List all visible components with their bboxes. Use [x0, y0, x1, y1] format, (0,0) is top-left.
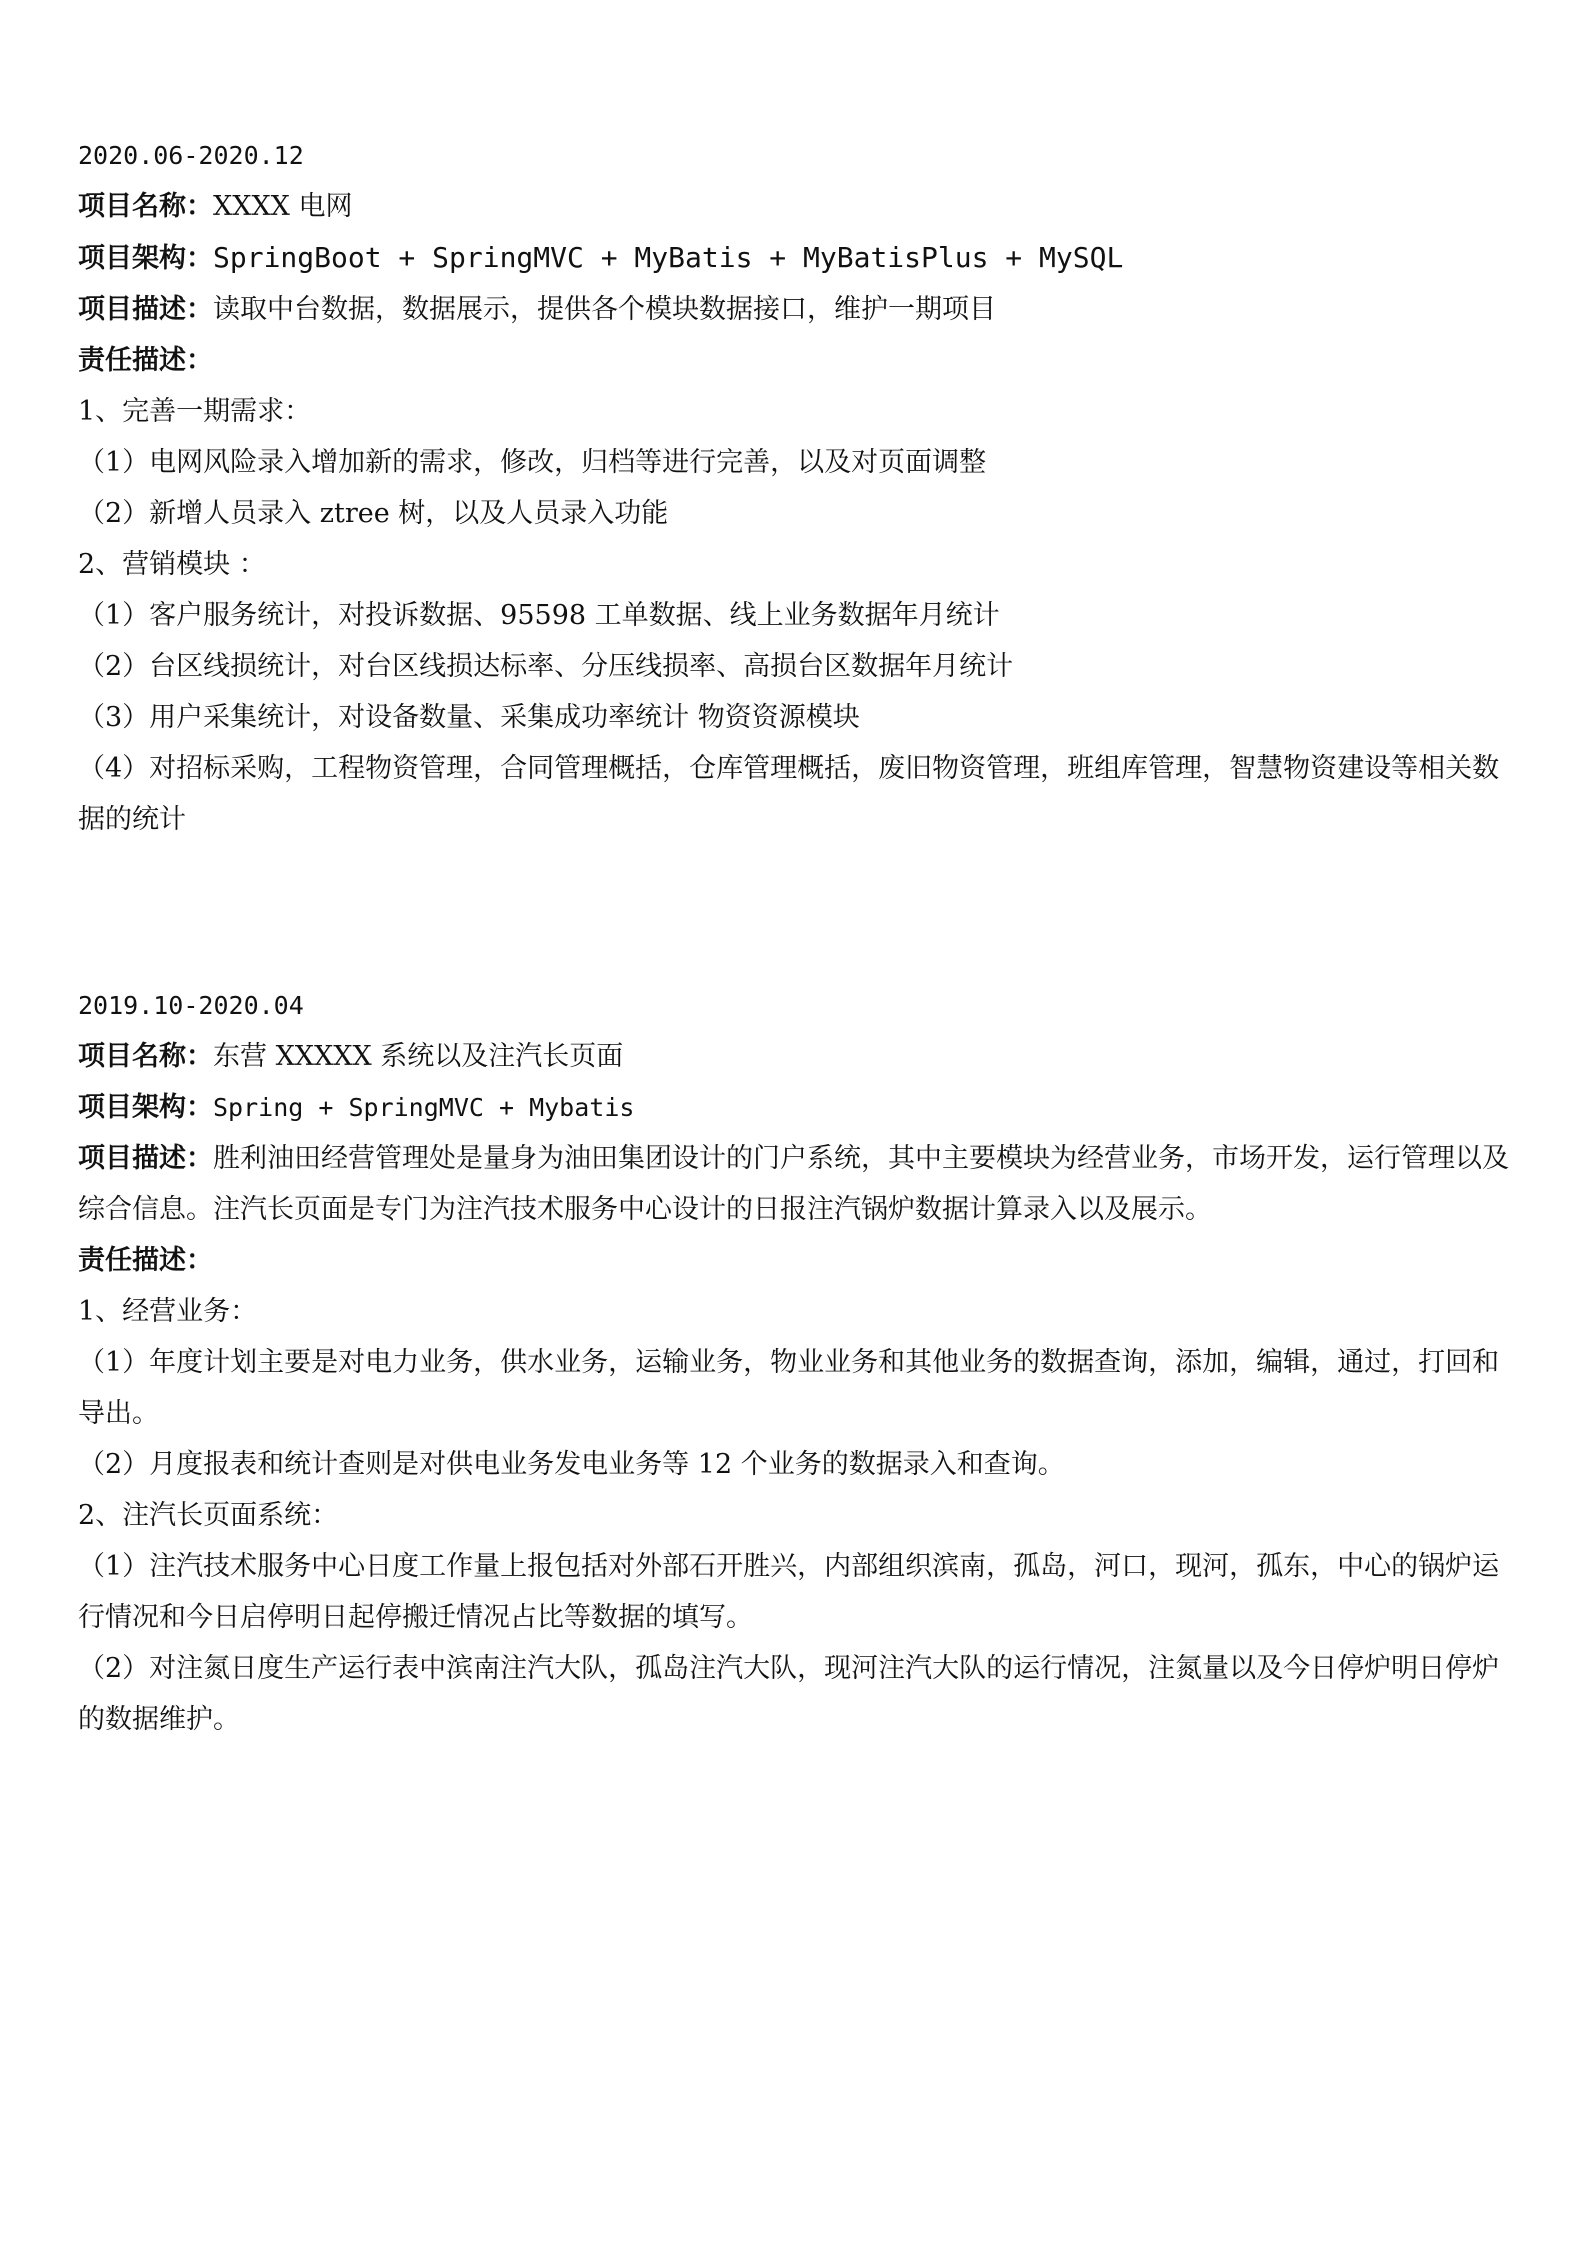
project-arch-label: 项目架构：: [78, 1092, 213, 1123]
project-desc-label: 项目描述：: [78, 294, 213, 325]
project-desc-row: [78, 1133, 1516, 1235]
resp-item: （1）年度计划主要是对电力业务，供水业务，运输业务，物业业务和其他业务的数据查询，添加，编辑，通过，打回和导出。: [78, 1347, 1500, 1429]
project-section-1: [78, 130, 1516, 845]
resp-item: （1）注汽技术服务中心日度工作量上报包括对外部石开胜兴，内部组织滨南，孤岛，河口，现河，孤东，中心的锅炉运行情况和今日启停明日起停搬迁情况占比等数据的填写。: [78, 1551, 1500, 1633]
project-name-row: [78, 181, 1516, 232]
resume-page: [78, 130, 1516, 1745]
resp-item: 1、完善一期需求：: [78, 396, 312, 427]
resp-item: （2）月度报表和统计查则是对供电业务发电业务等 12 个业务的数据录入和查询。: [78, 1449, 1065, 1480]
project-desc: 胜利油田经营管理处是量身为油田集团设计的门户系统，其中主要模块为经营业务，市场开发，运行管理以及综合信息。注汽长页面是专门为注汽技术服务中心设计的日报注汽锅炉数据计算录入以及展示。: [78, 1143, 1509, 1225]
project-date: 2020.06-2020.12: [78, 141, 304, 170]
resp-item: （2）对注氮日度生产运行表中滨南注汽大队，孤岛注汽大队，现河注汽大队的运行情况，注氮量以及今日停炉明日停炉的数据维护。: [78, 1653, 1500, 1735]
project-resp-label: 责任描述：: [78, 1245, 213, 1276]
project-section-2: [78, 980, 1516, 1745]
project-date: 2019.10-2020.04: [78, 991, 304, 1020]
project-name-label: 项目名称：: [78, 191, 213, 222]
project-name-label: 项目名称：: [78, 1041, 213, 1072]
project-arch-row: [78, 232, 1516, 284]
project-desc-label: 项目描述：: [78, 1143, 213, 1174]
resp-item: （1）电网风险录入增加新的需求，修改，归档等进行完善，以及对页面调整: [78, 447, 987, 478]
project-arch-row: [78, 1082, 1516, 1133]
resp-item: （2）台区线损统计，对台区线损达标率、分压线损率、高损台区数据年月统计: [78, 651, 1014, 682]
project-name-row: [78, 1031, 1516, 1082]
project-arch: Spring + SpringMVC + Mybatis: [213, 1093, 635, 1122]
project-arch: SpringBoot + SpringMVC + MyBatis + MyBatisPlus + MySQL: [213, 241, 1124, 274]
project-resp-label: 责任描述：: [78, 345, 213, 376]
resp-item: （3）用户采集统计，对设备数量、采集成功率统计 物资资源模块: [78, 702, 860, 733]
resp-item: 2、营销模块 ：: [78, 549, 266, 580]
resp-item: （4）对招标采购，工程物资管理，合同管理概括，仓库管理概括，废旧物资管理，班组库管理，智慧物资建设等相关数据的统计: [78, 753, 1500, 835]
resp-item: 1、经营业务：: [78, 1296, 258, 1327]
resp-item: （2）新增人员录入 ztree 树，以及人员录入功能: [78, 498, 669, 529]
resp-item: 2、注汽长页面系统：: [78, 1500, 339, 1531]
project-name: 东营 XXXXX 系统以及注汽长页面: [213, 1041, 624, 1072]
project-name: XXXX 电网: [213, 191, 353, 222]
project-arch-label: 项目架构：: [78, 243, 213, 274]
project-desc-row: [78, 284, 1516, 335]
resp-item: （1）客户服务统计，对投诉数据、95598 工单数据、线上业务数据年月统计: [78, 600, 1000, 631]
project-desc: 读取中台数据，数据展示，提供各个模块数据接口，维护一期项目: [213, 294, 996, 325]
